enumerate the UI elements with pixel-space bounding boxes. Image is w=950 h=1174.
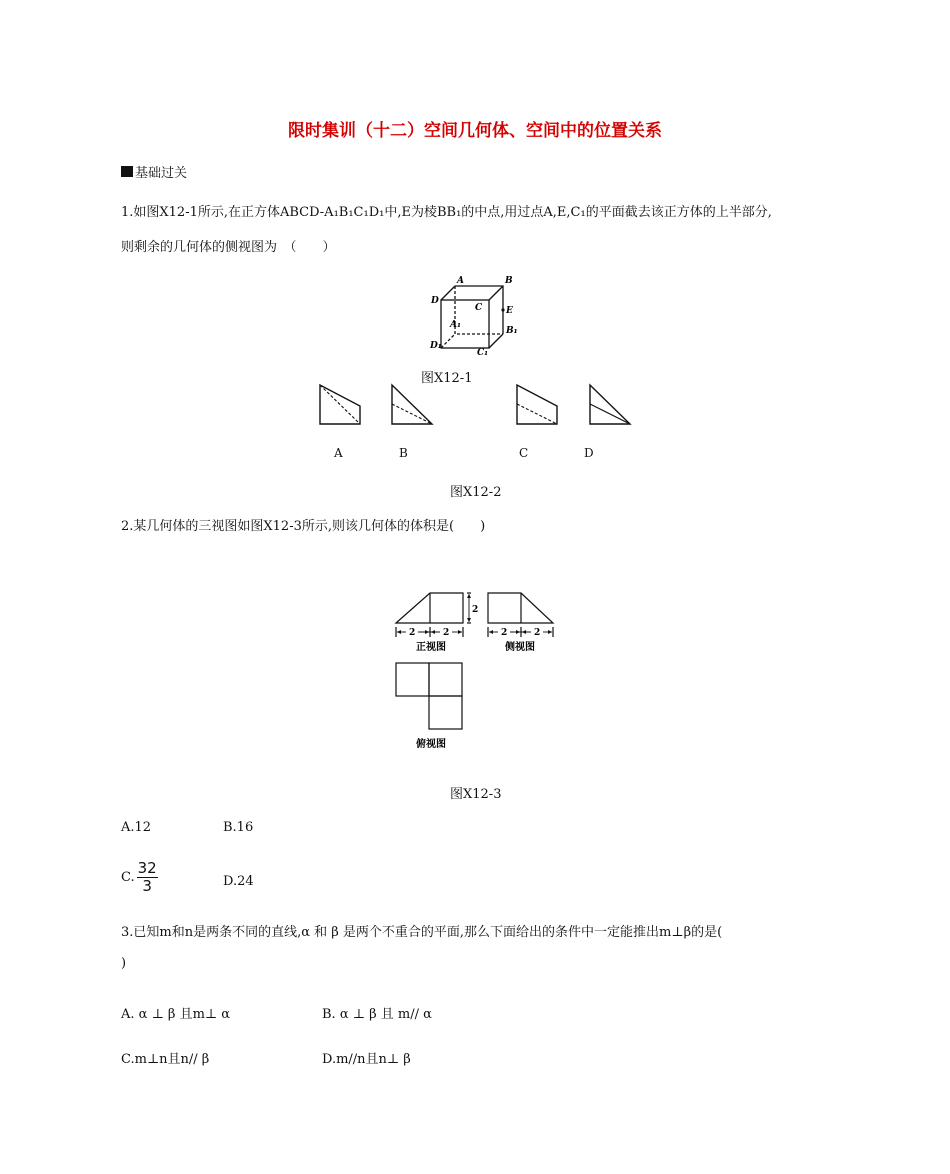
- q2-option-a: A.12: [121, 820, 152, 835]
- q2-option-c-prefix: C.: [121, 870, 135, 885]
- section-label: 基础过关: [135, 166, 188, 181]
- cube-figure: [425, 272, 525, 362]
- cube-label-d: D: [431, 296, 439, 306]
- fig-x12-2-caption: 图X12-2: [450, 485, 502, 500]
- fraction-numerator: 32: [137, 859, 157, 877]
- fraction-denominator: 3: [142, 877, 152, 895]
- cube-label-d1: D₁: [430, 341, 442, 351]
- option-c-figure: [513, 382, 561, 428]
- option-d-figure: [586, 382, 634, 428]
- q2-option-c-fraction: [137, 860, 158, 895]
- front-view-label: 正视图: [416, 642, 446, 653]
- option-b-label: B: [399, 446, 408, 460]
- three-view-figure: [388, 585, 568, 755]
- q2-option-c: [121, 860, 158, 895]
- q3-option-a: A. α ⊥ β 且m⊥ α: [121, 1007, 231, 1022]
- top-view-label: 俯视图: [416, 739, 446, 750]
- fig-x12-1-caption: 图X12-1: [421, 371, 473, 386]
- option-a-label: A: [334, 446, 343, 460]
- option-b-figure: [388, 382, 436, 428]
- side-dim-right: 2: [534, 628, 541, 638]
- q3-option-d: D.m//n且n⊥ β: [322, 1052, 411, 1067]
- q3-text-line1: 3.已知m和n是两条不同的直线,α 和 β 是两个不重合的平面,那么下面给出的条件中一定能推出m⊥β的是(: [121, 925, 723, 940]
- q2-text: 2.某几何体的三视图如图X12-3所示,则该几何体的体积是( ): [121, 519, 486, 534]
- q2-option-b: B.16: [223, 820, 254, 835]
- cube-label-e: E: [506, 306, 513, 316]
- cube-label-b1: B₁: [506, 326, 518, 336]
- q2-option-d: D.24: [223, 874, 254, 889]
- cube-label-c: C: [475, 303, 483, 313]
- option-a-figure: [316, 382, 364, 428]
- q3-text-line2: ): [121, 956, 127, 971]
- option-d-label: D: [584, 446, 594, 460]
- fig-x12-3-caption: 图X12-3: [450, 787, 502, 802]
- q1-text-line1: 1.如图X12-1所示,在正方体ABCD-A₁B₁C₁D₁中,E为棱BB₁的中点,用过点A,E,C₁的平面截去该正方体的上半部分,: [121, 205, 772, 220]
- q3-option-c: C.m⊥n且n// β: [121, 1052, 210, 1067]
- front-dim-right: 2: [443, 628, 450, 638]
- page-title: 限时集训（十二）空间几何体、空间中的位置关系: [288, 121, 662, 141]
- square-bullet-icon: [121, 166, 133, 177]
- side-view-label: 侧视图: [505, 642, 535, 653]
- cube-label-b: B: [505, 276, 513, 286]
- cube-label-c1: C₁: [477, 348, 489, 358]
- q1-text-line2: 则剩余的几何体的侧视图为 （ ）: [121, 240, 336, 255]
- front-dim-left: 2: [409, 628, 416, 638]
- q3-option-b: B. α ⊥ β 且 m// α: [322, 1007, 432, 1022]
- cube-label-a1: A₁: [450, 320, 461, 330]
- height-dim-label: 2: [472, 605, 479, 615]
- side-dim-left: 2: [501, 628, 508, 638]
- option-c-label: C: [519, 446, 529, 460]
- cube-point-e: [501, 308, 504, 311]
- cube-label-a: A: [457, 276, 464, 286]
- section-heading: [121, 162, 187, 181]
